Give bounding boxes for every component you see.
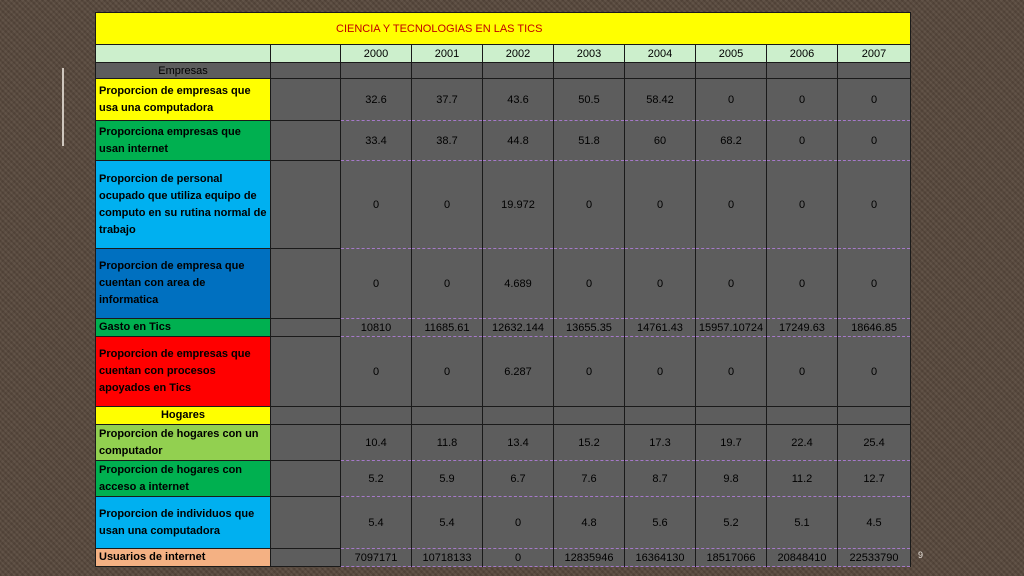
cell-value: 15957.10724: [696, 319, 767, 337]
cell-value: 7097171: [341, 549, 412, 567]
row-label: Proporcion de individuos que usan una computadora: [96, 497, 271, 549]
row-label: Proporciona empresas que usan internet: [96, 121, 271, 161]
cell-value: 22533790: [838, 549, 911, 567]
section-row-empresas: [96, 63, 911, 79]
row-label: Proporcion de hogares con un computador: [96, 425, 271, 461]
title-row: [96, 13, 911, 45]
cell-value: 12632.144: [483, 319, 554, 337]
cell-value: 13.4: [483, 425, 554, 461]
cell-value: 6.287: [483, 337, 554, 407]
cell-value: 11685.61: [412, 319, 483, 337]
cell-value: 25.4: [838, 425, 911, 461]
cell-value: 19.972: [483, 161, 554, 249]
cell-value: 0: [767, 161, 838, 249]
section-row-hogares: [96, 407, 911, 425]
cell-value: 0: [838, 249, 911, 319]
cell-value: 51.8: [554, 121, 625, 161]
cell-value: 68.2: [696, 121, 767, 161]
year-header: 2003: [554, 45, 625, 63]
cell-value: 4.689: [483, 249, 554, 319]
cell-value: 13655.35: [554, 319, 625, 337]
table-row: [96, 549, 911, 567]
slide-accent-line: [62, 68, 64, 146]
cell-value: 0: [767, 121, 838, 161]
cell-value: 4.8: [554, 497, 625, 549]
cell-value: 4.5: [838, 497, 911, 549]
cell-value: 12.7: [838, 461, 911, 497]
cell-value: 18517066: [696, 549, 767, 567]
cell-value: 0: [838, 161, 911, 249]
cell-value: 0: [341, 161, 412, 249]
cell-value: 0: [767, 337, 838, 407]
cell-value: 37.7: [412, 79, 483, 121]
cell-value: 58.42: [625, 79, 696, 121]
year-header: 2002: [483, 45, 554, 63]
section-hogares-label: Hogares: [96, 407, 271, 425]
cell-value: 44.8: [483, 121, 554, 161]
cell-value: 5.2: [341, 461, 412, 497]
spreadsheet-table: [95, 12, 911, 567]
cell-value: 0: [412, 337, 483, 407]
cell-value: 0: [696, 161, 767, 249]
row-label: Proporcion de empresas que usa una computadora: [96, 79, 271, 121]
cell-value: 0: [696, 79, 767, 121]
cell-value: 22.4: [767, 425, 838, 461]
cell-value: 0: [554, 249, 625, 319]
row-label: Usuarios de internet: [96, 549, 271, 567]
cell-value: 0: [554, 337, 625, 407]
cell-value: 10810: [341, 319, 412, 337]
cell-value: 10718133: [412, 549, 483, 567]
cell-value: 5.4: [341, 497, 412, 549]
cell-value: 60: [625, 121, 696, 161]
year-header: 2005: [696, 45, 767, 63]
table-row: [96, 461, 911, 497]
cell-value: 38.7: [412, 121, 483, 161]
cell-value: 11.2: [767, 461, 838, 497]
cell-value: 32.6: [341, 79, 412, 121]
cell-value: 5.9: [412, 461, 483, 497]
header-blank-cell: [96, 45, 271, 63]
cell-value: 0: [341, 337, 412, 407]
cell-value: 5.2: [696, 497, 767, 549]
cell-value: 6.7: [483, 461, 554, 497]
cell-value: 0: [483, 497, 554, 549]
cell-value: 0: [412, 161, 483, 249]
cell-value: 15.2: [554, 425, 625, 461]
cell-value: 43.6: [483, 79, 554, 121]
row-label: Proporcion de empresa que cuentan con area de informatica: [96, 249, 271, 319]
cell-value: 0: [767, 249, 838, 319]
cell-value: 10.4: [341, 425, 412, 461]
cell-value: 33.4: [341, 121, 412, 161]
table-row: [96, 497, 911, 549]
cell-value: 0: [483, 549, 554, 567]
cell-value: 0: [696, 337, 767, 407]
cell-value: 5.6: [625, 497, 696, 549]
year-header: 2007: [838, 45, 911, 63]
year-header: 2000: [341, 45, 412, 63]
cell-value: 9.8: [696, 461, 767, 497]
table-row: [96, 319, 911, 337]
row-label: Proporcion de hogares con acceso a internet: [96, 461, 271, 497]
cell-value: 5.1: [767, 497, 838, 549]
table-row: [96, 161, 911, 249]
cell-value: 0: [625, 249, 696, 319]
cell-value: 20848410: [767, 549, 838, 567]
table-row: [96, 337, 911, 407]
cell-value: 0: [838, 337, 911, 407]
years-header-row: [96, 45, 911, 63]
year-header: 2004: [625, 45, 696, 63]
cell-value: 17249.63: [767, 319, 838, 337]
header-blank-cell: [271, 45, 341, 63]
cell-value: 17.3: [625, 425, 696, 461]
row-label: Proporcion de personal ocupado que utiliza equipo de computo en su rutina normal de trabajo: [96, 161, 271, 249]
sheet-title: CIENCIA Y TECNOLOGIAS EN LAS TICS: [96, 13, 911, 45]
cell-value: 5.4: [412, 497, 483, 549]
table-row: [96, 249, 911, 319]
cell-value: 0: [412, 249, 483, 319]
cell-value: 0: [696, 249, 767, 319]
cell-value: 0: [554, 161, 625, 249]
cell-value: 19.7: [696, 425, 767, 461]
cell-value: 8.7: [625, 461, 696, 497]
row-label: Gasto en Tics: [96, 319, 271, 337]
cell-value: 18646.85: [838, 319, 911, 337]
table-row: [96, 425, 911, 461]
cell-value: 16364130: [625, 549, 696, 567]
table-row: [96, 121, 911, 161]
cell-value: 7.6: [554, 461, 625, 497]
cell-value: 0: [341, 249, 412, 319]
table-row: [96, 79, 911, 121]
year-header: 2001: [412, 45, 483, 63]
cell-value: 0: [838, 121, 911, 161]
section-empresas-label: Empresas: [96, 63, 271, 79]
cell-value: 11.8: [412, 425, 483, 461]
year-header: 2006: [767, 45, 838, 63]
cell-value: 12835946: [554, 549, 625, 567]
slide-page-number: 9: [918, 550, 924, 560]
cell-value: 50.5: [554, 79, 625, 121]
cell-value: 0: [838, 79, 911, 121]
cell-value: 0: [625, 337, 696, 407]
cell-value: 0: [625, 161, 696, 249]
cell-value: 0: [767, 79, 838, 121]
cell-value: 14761.43: [625, 319, 696, 337]
row-label: Proporcion de empresas que cuentan con procesos apoyados en Tics: [96, 337, 271, 407]
